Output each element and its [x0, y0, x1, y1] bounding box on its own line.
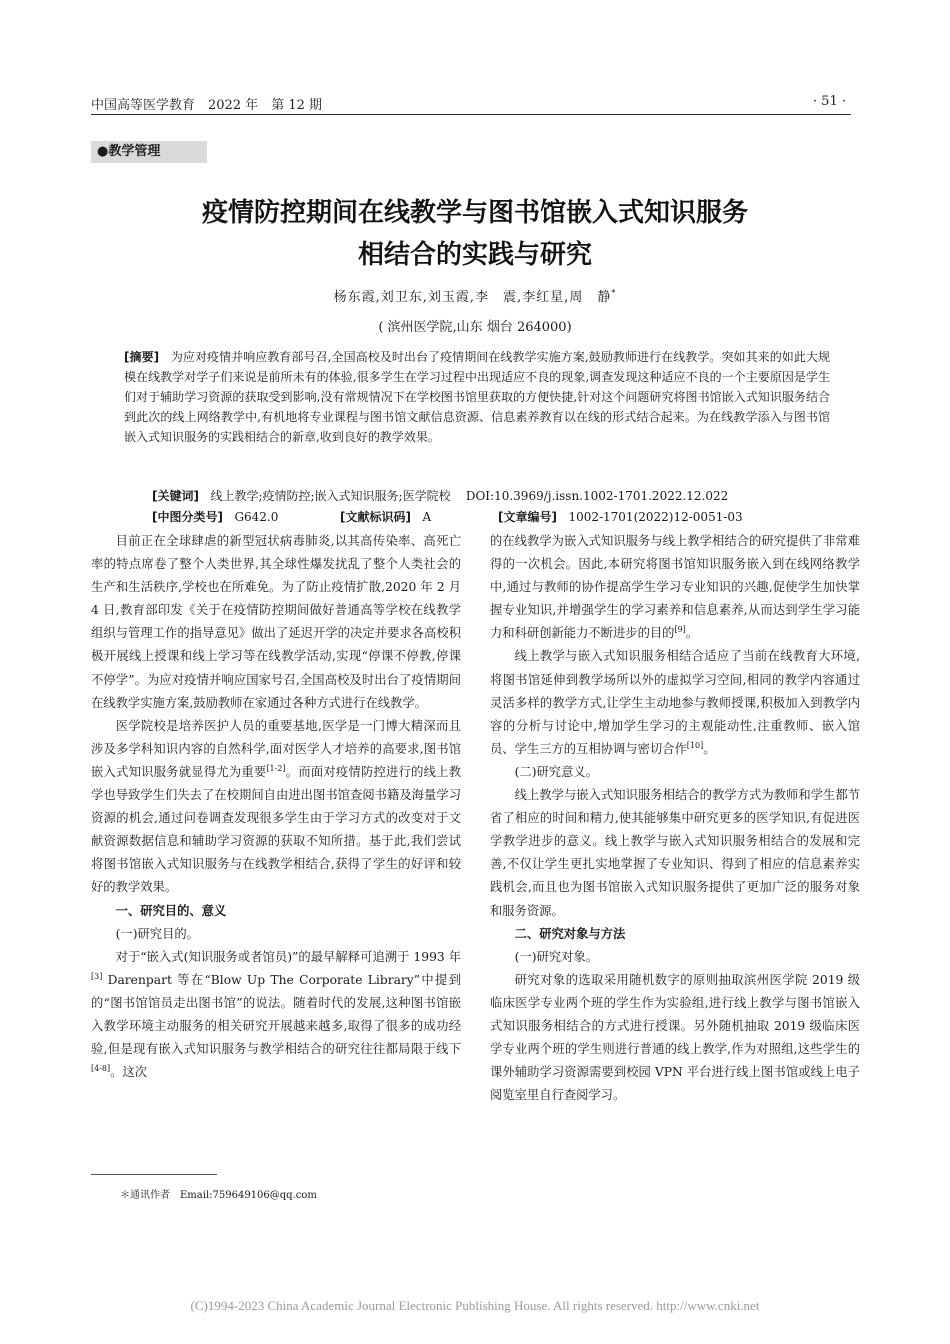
body-column-left	[91, 530, 461, 1084]
citation: [10]	[686, 740, 704, 750]
page-number: · 51 ·	[812, 94, 846, 109]
doc-code-value: A	[422, 510, 432, 524]
doc-code	[340, 508, 431, 525]
keywords-label: [关键词]	[152, 489, 199, 503]
classification-label: [中图分类号]	[152, 510, 223, 524]
author-list: 杨东霞,刘卫东,刘玉霞,李 震,李红星,周 静	[333, 290, 612, 305]
corresponding-mark: *	[611, 288, 617, 298]
footnote-rule	[91, 1174, 217, 1175]
body-column-right	[490, 530, 860, 1107]
citation: [4-8]	[91, 1064, 111, 1074]
section-tag: ●教学管理	[91, 141, 207, 163]
article-number	[498, 508, 743, 525]
classification-value: G642.0	[234, 510, 279, 524]
subsection-heading: (二)研究意义。	[514, 764, 598, 779]
citation: [9]	[674, 625, 686, 635]
classification	[152, 508, 278, 525]
citation: [3]	[91, 971, 103, 981]
paragraph: 的在线教学为嵌入式知识服务与线上教学相结合的研究提供了非常难得的一次机会。因此,本研究将图书馆知识服务嵌入到在线网络教学中,通过与教师的协作提高学生学习专业知识的兴趣,促使学生加快掌握专业知识,并增强学生的学习素养和信息素养,从而达到学生学习能力和科研创新能力不断进步的目的[9]。	[490, 534, 860, 641]
affiliation: ( 滨州医学院,山东 烟台 264000)	[378, 320, 572, 335]
copyright-watermark: (C)1994-2023 China Academic Journal Electronic Publishing House. All rights reserved. http://www.cnki.net	[190, 1298, 760, 1313]
paragraph: 目前正在全球肆虐的新型冠状病毒肺炎,以其高传染率、高死亡率的特点席卷了整个人类世界,其全球性爆发扰乱了整个人类社会的生产和生活秩序,学校也在所难免。为了防止疫情扩散,2020 年 2 月 4 日,教育部印发《关于在疫情防控期间做好普通高等学校在线教学组织与管理工作的指导意见》做出了延迟开学的决定并要求各高校积极开展线上授课和线上学习等在线教学活动,实现“停课不停教,停课不停学”。为应对疫情并响应国家号召,全国高校及时出台了疫情期间在线教学实施方案,鼓励教师在家通过各种方式进行在线教学。	[91, 534, 461, 710]
title-line-2: 相结合的实践与研究	[357, 240, 592, 270]
footnote: ＊通讯作者 Email:759649106@qq.com	[120, 1190, 317, 1201]
paragraph: 线上教学与嵌入式知识服务相结合适应了当前在线教育大环境,将图书馆延伸到教学场所以外的虚拟学习空间,相同的教学内容通过灵活多样的教学方式,让学生主动地参与教师授课,积极加入到教学内容的分析与讨论中,增加学生学习的主观能动性,注重教师、嵌入馆员、学生三方的互相协调与密切合作[10]。	[490, 649, 860, 756]
doc-code-label: [文献标识码]	[340, 510, 411, 524]
journal-header: 中国高等医学教育 2022 年 第 12 期	[91, 98, 323, 113]
article-number-label: [文章编号]	[498, 510, 557, 524]
title-line-1: 疫情防控期间在线教学与图书馆嵌入式知识服务	[201, 198, 748, 228]
authors	[0, 286, 950, 305]
abstract-text: 为应对疫情并响应教育部号召,全国高校及时出台了疫情期间在线教学实施方案,鼓励教师进行在线教学。突如其来的如此大规模在线教学对学子们来说是前所未有的体验,很多学生在学习过程中出现适应不良的现象,调查发现这种适应不良的一个主要原因是学生们对于辅助学习资源的获取受到影响,没有常规情况下在学校图书馆里获取的方便快捷,针对这个问题研究将图书馆嵌入式知识服务结合到此次的线上网络教学中,有机地将专业课程与图书馆文献信息资源、信息素养教育以在线的形式结合起来。为在线教学添入与图书馆嵌入式知识服务的实践相结合的新章,收到良好的教学效果。	[124, 350, 830, 444]
paragraph: 研究对象的选取采用随机数字的原则抽取滨州医学院 2019 级临床医学专业两个班的学生作为实验组,进行线上教学与图书馆嵌入式知识服务相结合的方式进行授课。另外随机抽取 2019 级临床医学专业两个班的学生则进行普通的线上教学,作为对照组,这些学生的课外辅助学习资源需要到校园 VPN 平台进行线上图书馆或线上电子阅览室里自行查阅学习。	[490, 972, 860, 1103]
citation: [1-2]	[266, 763, 286, 773]
abstract-label: [摘要]	[124, 350, 160, 364]
keywords-text: 线上教学;疫情防控;嵌入式知识服务;医学院校	[210, 489, 451, 503]
paragraph: 对于“嵌入式(知识服务或者馆员)”的最早解释可追溯于 1993 年[3] Darenpart 等在“Blow Up The Corporate Library”中提到的“图书馆馆员走出图书馆”的说法。随着时代的发展,这种图书馆嵌入教学环境主动服务的相关研究开展越来越多,取得了很多的成功经验,但是现有嵌入式知识服务与教学相结合的研究往往都局限于线下[4-8]。这次	[91, 949, 461, 1080]
paragraph: 线上教学与嵌入式知识服务相结合的教学方式为教师和学生都节省了相应的时间和精力,使其能够集中研究更多的医学知识,有促进医学教学进步的意义。线上教学与嵌入式知识服务相结合的发展和完善,不仅让学生更扎实地掌握了专业知识、得到了相应的信息素养实践机会,而且也为图书馆嵌入式知识服务提供了更加广泛的服务对象和服务资源。	[490, 788, 860, 918]
section-heading: 一、研究目的、意义	[115, 903, 227, 918]
keywords-row	[152, 487, 728, 504]
subsection-heading: (一)研究对象。	[514, 949, 598, 964]
doi: DOI:10.3969/j.issn.1002-1701.2022.12.022	[465, 489, 729, 503]
header-rule	[91, 114, 851, 115]
section-heading: 二、研究对象与方法	[514, 926, 626, 941]
article-number-value: 1002-1701(2022)12-0051-03	[568, 510, 743, 524]
abstract	[124, 347, 830, 447]
paragraph: 医学院校是培养医护人员的重要基地,医学是一门博大精深而且涉及多学科知识内容的自然科学,面对医学人才培养的高要求,图书馆嵌入式知识服务就显得尤为重要[1-2]。而面对疫情防控进行的线上教学也导致学生们失去了在校期间自由进出图书馆查阅书籍及海量学习资源的机会,通过问卷调查发现很多学生由于学习方式的改变对于文献资源数据信息和辅助学习资源的获取不知所措。基于此,我们尝试将图书馆嵌入式知识服务与在线教学相结合,获得了学生的好评和较好的教学效果。	[91, 718, 461, 895]
subsection-heading: (一)研究目的。	[115, 926, 199, 941]
